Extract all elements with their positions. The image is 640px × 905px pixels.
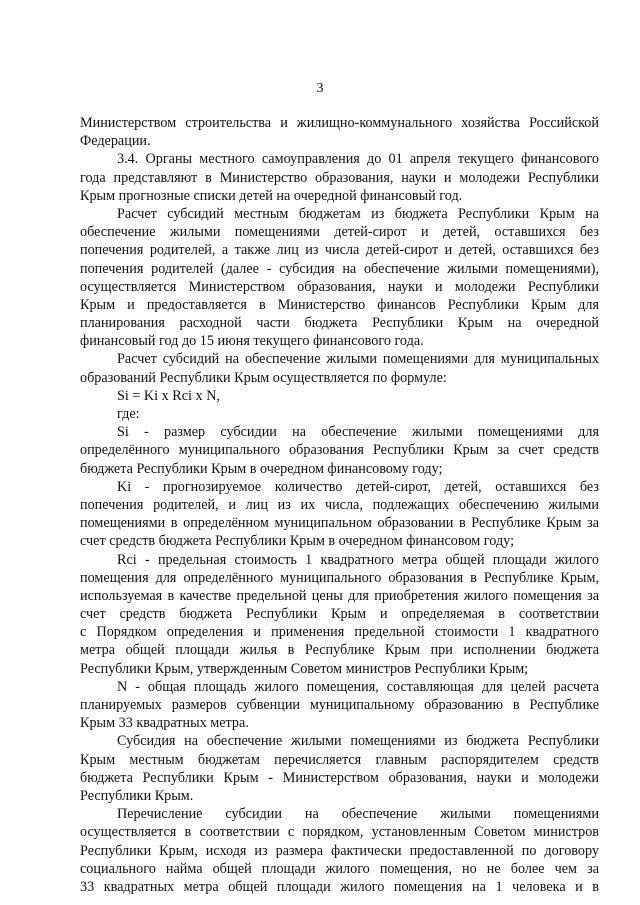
text-line: счет средств бюджета Республики Крым в очередном финансовом году;: [80, 533, 515, 550]
text-line: финансовый год до 15 июня текущего финансового года.: [80, 333, 424, 350]
text-line: Республики Крым, исходя из размера фактически предоставленной по договору: [80, 842, 599, 859]
text-line: Rci - предельная стоимость 1 квадратного метра общей площади жилого: [117, 551, 599, 568]
text-line: используемая в качестве предельной цены для приобретения жилого помещения за: [80, 587, 599, 604]
text-line: Республики Крым.: [80, 787, 194, 804]
text-line: помещениями в определённом муниципальном образовании в Республике Крым за: [80, 515, 599, 532]
text-line: 33 квадратных метра общей площади жилого помещения на 1 человека и в: [80, 878, 599, 895]
text-line: метра общей площади жилья в Республике Крым при исполнении бюджета: [80, 642, 599, 659]
text-line: планируемых размеров субвенции муниципальному образованию в Республике: [80, 697, 599, 713]
text-line: осуществляется в соответствии с порядком, установленным Советом министров: [80, 824, 599, 841]
text-line: N - общая площадь жилого помещения, составляющая для целей расчета: [117, 678, 599, 695]
text-line: Ki - прогнозируемое количество детей-сирот, детей, оставшихся без: [117, 478, 599, 495]
text-line: планирования расходной части бюджета Республики Крым на очередной: [80, 315, 599, 332]
document-body: [80, 114, 599, 896]
text-line: года представляют в Министерство образования, науки и молодежи Республики: [80, 169, 599, 186]
text-line: Республики Крым, утвержденным Советом министров Республики Крым;: [80, 660, 529, 677]
text-line: попечения родителей (далее - субсидия на обеспечение жилыми помещениями),: [80, 260, 599, 277]
text-line: Расчет субсидий местным бюджетам из бюджета Республики Крым на: [117, 205, 599, 222]
text-line: попечения родителей, и лиц из их числа, подлежащих обеспечению жилыми: [80, 496, 599, 513]
text-line: Крым 33 квадратных метра.: [80, 715, 249, 732]
text-line: Si = Ki x Rci x N,: [117, 387, 220, 404]
text-line: Федерации.: [80, 133, 151, 150]
text-line: счет средств бюджета Республики Крым и определяемая в соответствии: [80, 606, 599, 623]
text-line: Министерством строительства и жилищно-коммунального хозяйства Российской: [80, 115, 599, 131]
text-line: Расчет субсидий на обеспечение жилыми помещениями для муниципальных: [117, 351, 599, 368]
text-line: обеспечение жилыми помещениями детей-сирот и детей, оставшихся без: [80, 224, 599, 241]
text-line: Si - размер субсидии на обеспечение жилыми помещениями для: [117, 424, 599, 441]
text-line: попечения родителей, а также лиц из числа детей-сирот и детей, оставшихся без: [80, 242, 599, 259]
text-line: с Порядком определения и применения предельной стоимости 1 квадратного: [80, 624, 599, 641]
text-line: Крым и предоставляется в Министерство финансов Республики Крым для: [80, 296, 599, 313]
text-line: где:: [117, 406, 140, 422]
text-line: Крым местным бюджетам перечисляется главным распорядителем средств: [80, 751, 599, 768]
text-line: 3.4. Органы местного самоуправления до 01 апреля текущего финансового: [117, 151, 599, 168]
text-line: образований Республики Крым осуществляется по формуле:: [80, 369, 447, 386]
text-line: бюджета Республики Крым - Министерством образования, науки и молодежи: [80, 769, 599, 786]
text-line: помещения для определённого муниципального образования в Республике Крым,: [80, 569, 599, 586]
text-line: определённого муниципального образования Республики Крым за счет средств: [80, 442, 599, 459]
text-line: осуществляется Министерством образования, науки и молодежи Республики: [80, 278, 599, 295]
text-line: Крым прогнозные списки детей на очередной финансовый год.: [80, 187, 463, 204]
page-number: 3: [316, 81, 324, 96]
text-line: социального найма общей площади жилого помещения, но не более чем за: [80, 860, 599, 877]
text-line: Субсидия на обеспечение жилыми помещениями из бюджета Республики: [117, 733, 599, 750]
text-line: бюджета Республики Крым в очередном финансовому году;: [80, 460, 443, 477]
text-line: Перечисление субсидии на обеспечение жилыми помещениями: [117, 806, 599, 823]
